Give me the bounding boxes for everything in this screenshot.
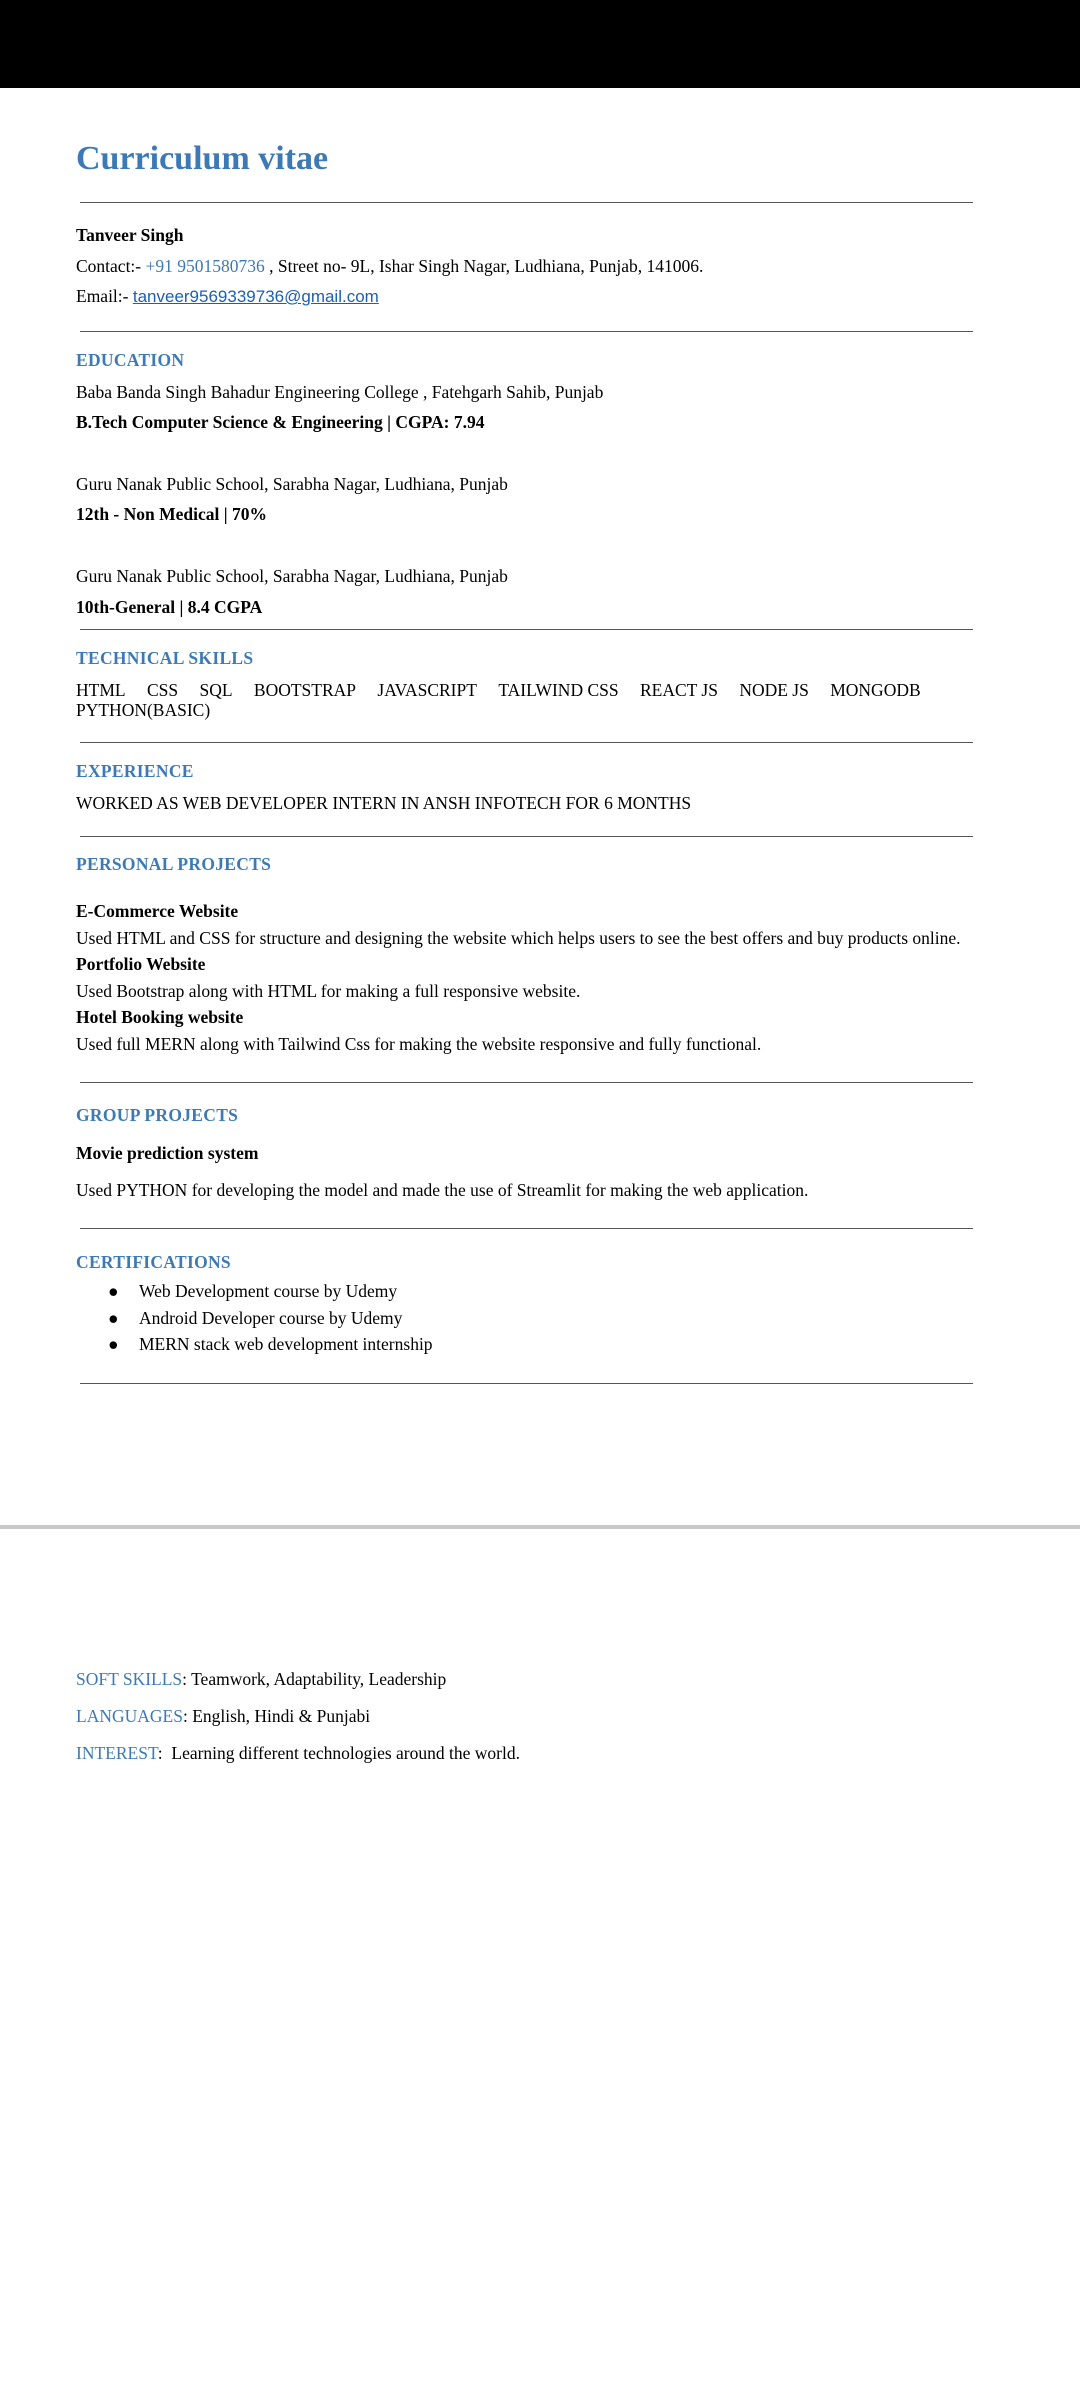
soft-skills-value: : Teamwork, Adaptability, Leadership xyxy=(182,1669,447,1689)
phone-number[interactable]: +91 9501580736 xyxy=(145,256,265,276)
interest-value: : Learning different technologies around the world. xyxy=(157,1743,520,1763)
divider xyxy=(80,836,973,837)
personal-projects-heading: PERSONAL PROJECTS xyxy=(76,854,272,874)
divider xyxy=(80,629,973,630)
email-line xyxy=(76,285,379,308)
education-heading: EDUCATION xyxy=(76,350,185,370)
skill-item: BOOTSTRAP xyxy=(253,680,357,700)
education-institution: Guru Nanak Public School, Sarabha Nagar, Ludhiana, Punjab xyxy=(76,474,508,494)
person-name: Tanveer Singh xyxy=(76,225,184,245)
page-break xyxy=(0,1525,1080,1529)
interest-line xyxy=(76,1742,520,1764)
skill-item: JAVASCRIPT xyxy=(377,680,477,700)
divider xyxy=(80,1228,973,1229)
project-desc: Used full MERN along with Tailwind Css for making the website responsive and fully functional. xyxy=(76,1034,762,1054)
certifications-list xyxy=(76,1278,433,1358)
group-project-desc: Used PYTHON for developing the model and made the use of Streamlit for making the web application. xyxy=(76,1180,809,1200)
experience-heading: EXPERIENCE xyxy=(76,761,194,781)
education-detail: B.Tech Computer Science & Engineering | CGPA: 7.94 xyxy=(76,412,485,432)
certification-text: Web Development course by Udemy xyxy=(139,1281,398,1301)
divider xyxy=(80,202,973,203)
skill-item: TAILWIND CSS xyxy=(498,680,619,700)
certification-text: Android Developer course by Udemy xyxy=(139,1307,403,1328)
soft-skills-line xyxy=(76,1668,446,1690)
experience-text: WORKED AS WEB DEVELOPER INTERN IN ANSH INFOTECH FOR 6 MONTHS xyxy=(76,793,692,813)
email-link[interactable]: tanveer9569339736@gmail.com xyxy=(132,287,379,306)
email-label: Email:- xyxy=(76,286,129,306)
skill-item: MONGODB xyxy=(830,680,921,700)
group-projects-heading: GROUP PROJECTS xyxy=(76,1105,239,1125)
certifications-heading: CERTIFICATIONS xyxy=(76,1252,231,1272)
education-detail: 10th-General | 8.4 CGPA xyxy=(76,597,263,617)
skill-item: PYTHON(BASIC) xyxy=(76,700,211,720)
skill-item: NODE JS xyxy=(739,680,809,700)
skill-item: SQL xyxy=(199,680,233,700)
soft-skills-label: SOFT SKILLS xyxy=(76,1669,183,1689)
divider xyxy=(80,742,973,743)
divider xyxy=(80,331,973,332)
bullet: ● xyxy=(108,1334,119,1354)
page-title: Curriculum vitae xyxy=(76,140,329,177)
list-item xyxy=(76,1305,433,1332)
skills-heading: TECHNICAL SKILLS xyxy=(76,648,254,668)
address: , Street no- 9L, Ishar Singh Nagar, Ludhiana, Punjab, 141006. xyxy=(264,256,704,276)
education-detail: 12th - Non Medical | 70% xyxy=(76,504,267,524)
project-name: E-Commerce Website xyxy=(76,901,239,921)
group-project-name: Movie prediction system xyxy=(76,1143,259,1163)
contact-label: Contact:- xyxy=(76,256,142,276)
languages-line xyxy=(76,1705,370,1727)
skill-item: HTML xyxy=(76,680,126,700)
project-desc: Used Bootstrap along with HTML for making a full responsive website. xyxy=(76,981,581,1001)
divider xyxy=(80,1082,973,1083)
certification-text: MERN stack web development internship xyxy=(139,1334,433,1354)
project-desc: Used HTML and CSS for structure and designing the website which helps users to see the best offers and buy products online. xyxy=(76,928,961,948)
bullet: ● xyxy=(108,1307,119,1328)
bullet: ● xyxy=(108,1281,119,1301)
list-item xyxy=(76,1278,433,1305)
divider xyxy=(80,1383,973,1384)
languages-label: LANGUAGES xyxy=(76,1706,183,1726)
education-institution: Guru Nanak Public School, Sarabha Nagar, Ludhiana, Punjab xyxy=(76,566,508,586)
skill-item: CSS xyxy=(146,680,179,700)
skills-list xyxy=(76,680,976,720)
project-name: Portfolio Website xyxy=(76,954,206,974)
project-name: Hotel Booking website xyxy=(76,1007,244,1027)
list-item xyxy=(76,1331,433,1358)
interest-label: INTEREST xyxy=(76,1743,158,1763)
top-black-bar xyxy=(0,0,1080,88)
contact-line xyxy=(76,255,703,277)
education-institution: Baba Banda Singh Bahadur Engineering College , Fatehgarh Sahib, Punjab xyxy=(76,382,604,402)
languages-value: : English, Hindi & Punjabi xyxy=(182,1706,371,1726)
skill-item: REACT JS xyxy=(639,680,718,700)
